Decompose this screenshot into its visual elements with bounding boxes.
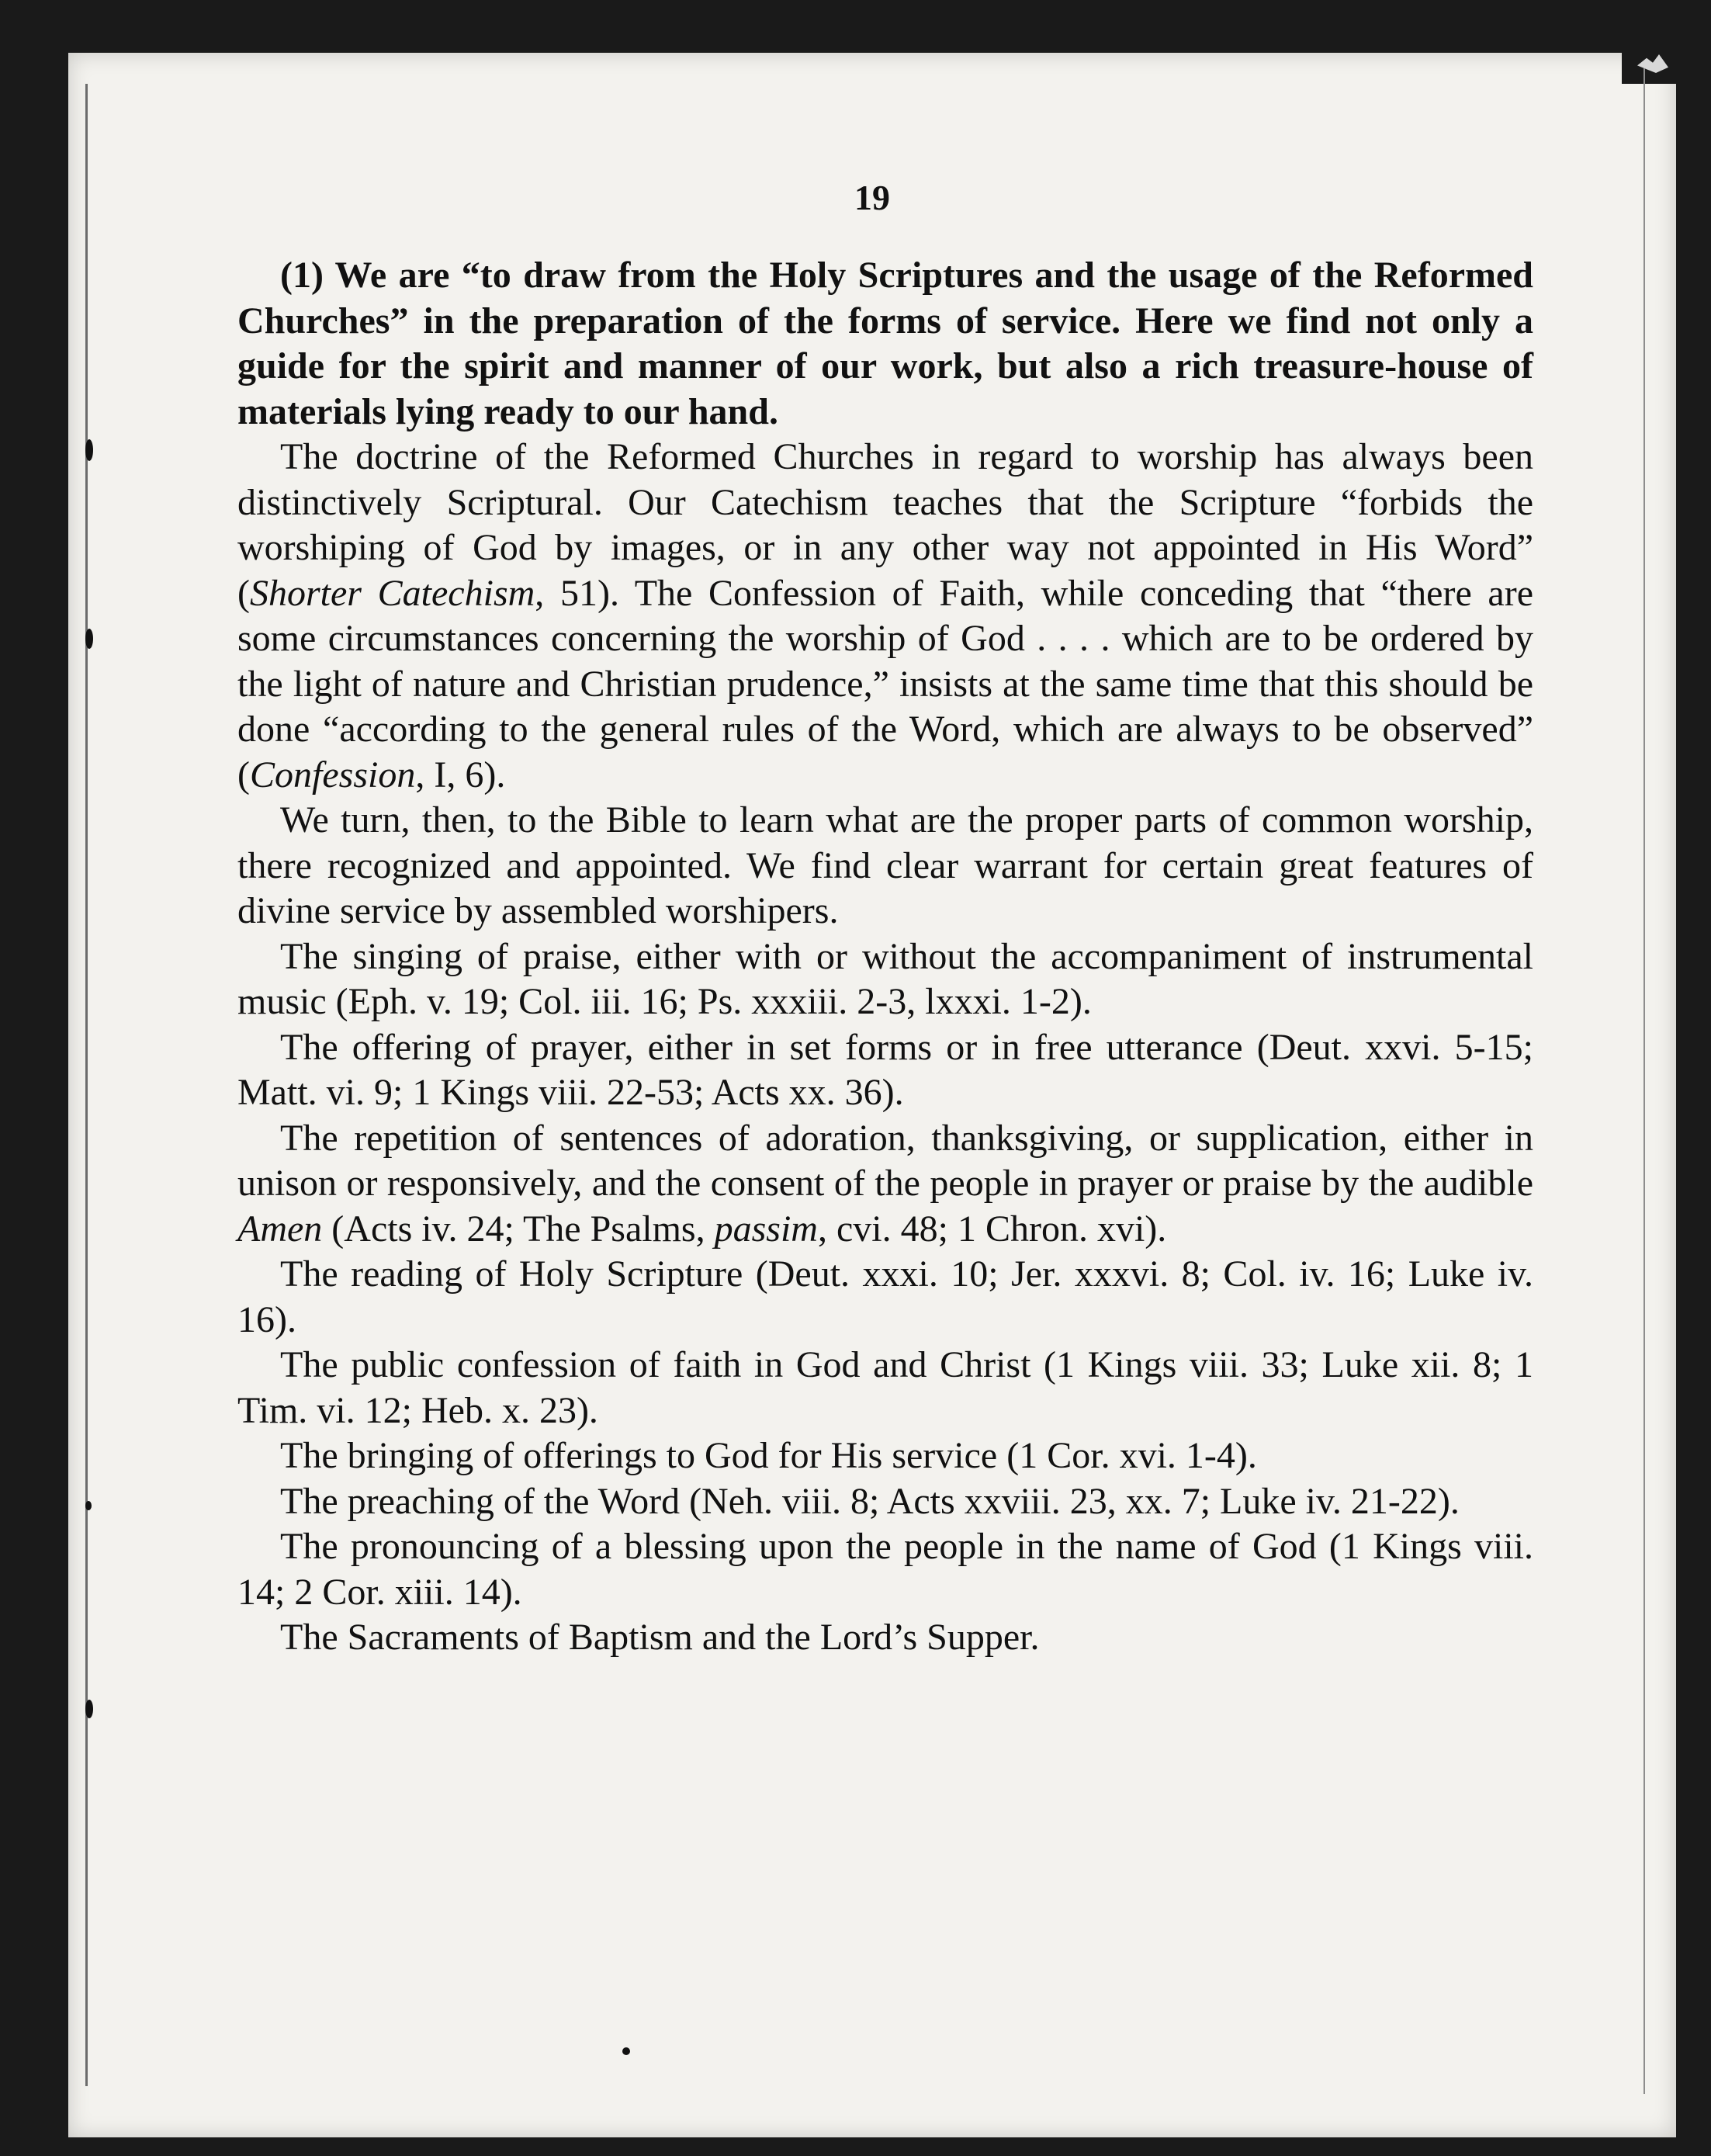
scanned-page (68, 53, 1676, 2137)
text-run: , cvi. 48; 1 Chron. xvi). (817, 1208, 1167, 1250)
text-run: The bringing of offerings to God for His service (1 Cor. xvi. 1-4). (280, 1435, 1257, 1476)
paragraph (237, 1343, 1533, 1433)
scan-corner-artifact (1622, 53, 1676, 84)
margin-speck (85, 439, 93, 461)
margin-speck (85, 1700, 93, 1718)
text-run: The offering of prayer, either in set forms or in free utterance (Deut. xxvi. 5-15; Matt. vi. 9; 1 Kings viii. 22-53; Acts xx. 36). (237, 1026, 1533, 1113)
margin-speck (85, 629, 93, 649)
paragraph (237, 1615, 1533, 1661)
text-run: The pronouncing of a blessing upon the people in the name of God (1 Kings viii. 14; 2 Cor. xiii. 14). (237, 1526, 1533, 1613)
body-text (237, 253, 1533, 1661)
bottom-speck (622, 2047, 630, 2055)
text-run: The preaching of the Word (Neh. viii. 8; Acts xxviii. 23, xx. 7; Luke iv. 21-22). (280, 1480, 1460, 1522)
text-run: The doctrine of the Reformed Churches in regard to worship has always been distinctively Scriptural. Our Catechism teaches that the Scripture “forbids the worshiping of God by images, or in any other way not appointed in His Word” ( (237, 436, 1533, 614)
text-run: , I, 6). (415, 754, 506, 796)
paragraph (237, 253, 1533, 435)
paragraph (237, 1524, 1533, 1615)
text-run: , 51). The Confession of Faith, while conceding that “there are some circumstances concerning the worship of God . . . . which are to be ordered by the light of nature and Christian prudence,” insists at the same time that this should be done “according to the general rules of the Word, which are always to be observed” ( (237, 572, 1534, 796)
paragraph (237, 435, 1533, 798)
page-number: 19 (854, 178, 890, 217)
text-run: (1) We are “to draw from the Holy Scriptures and the usage of the Reformed Churches” in the preparation of the forms of service. Here we find not only a guide for the spirit and manner of our work, but also a rich treasure-house of materials lying ready to our hand. (237, 255, 1533, 432)
text-run: The Sacraments of Baptism and the Lord’s Supper. (280, 1617, 1040, 1658)
text-run: The repetition of sentences of adoration, thanksgiving, or supplication, either in unison or responsively, and the consent of the people in prayer or praise by the audible (237, 1117, 1533, 1204)
paragraph (237, 934, 1533, 1025)
paragraph (237, 1433, 1533, 1479)
text-run: We turn, then, to the Bible to learn what are the proper parts of common worship, there recognized and appointed. We find clear warrant for certain great features of divine service by assembled worshipers. (237, 799, 1533, 931)
paragraph (237, 798, 1533, 934)
paragraph (237, 1025, 1533, 1116)
italic-run: Confession (249, 754, 416, 796)
text-run: (Acts iv. 24; The Psalms, (322, 1208, 715, 1250)
paragraph (237, 1116, 1533, 1253)
italic-run: Amen (237, 1208, 323, 1250)
paragraph (237, 1479, 1533, 1525)
right-margin-rule (1643, 68, 1645, 2094)
text-run: The public confession of faith in God and Christ (1 Kings viii. 33; Luke xii. 8; 1 Tim. vi. 12; Heb. x. 23). (237, 1344, 1533, 1431)
text-run: The reading of Holy Scripture (Deut. xxxi. 10; Jer. xxxvi. 8; Col. iv. 16; Luke iv. 16). (237, 1253, 1533, 1340)
margin-speck (85, 1501, 92, 1510)
text-run: The singing of praise, either with or without the accompaniment of instrumental music (Eph. v. 19; Col. iii. 16; Ps. xxxiii. 2-3, lxxxi. 1-2). (237, 935, 1533, 1022)
paragraph (237, 1252, 1533, 1343)
left-margin-rule (85, 84, 88, 2086)
italic-run: passim (714, 1208, 818, 1250)
italic-run: Shorter Catechism (249, 572, 535, 614)
